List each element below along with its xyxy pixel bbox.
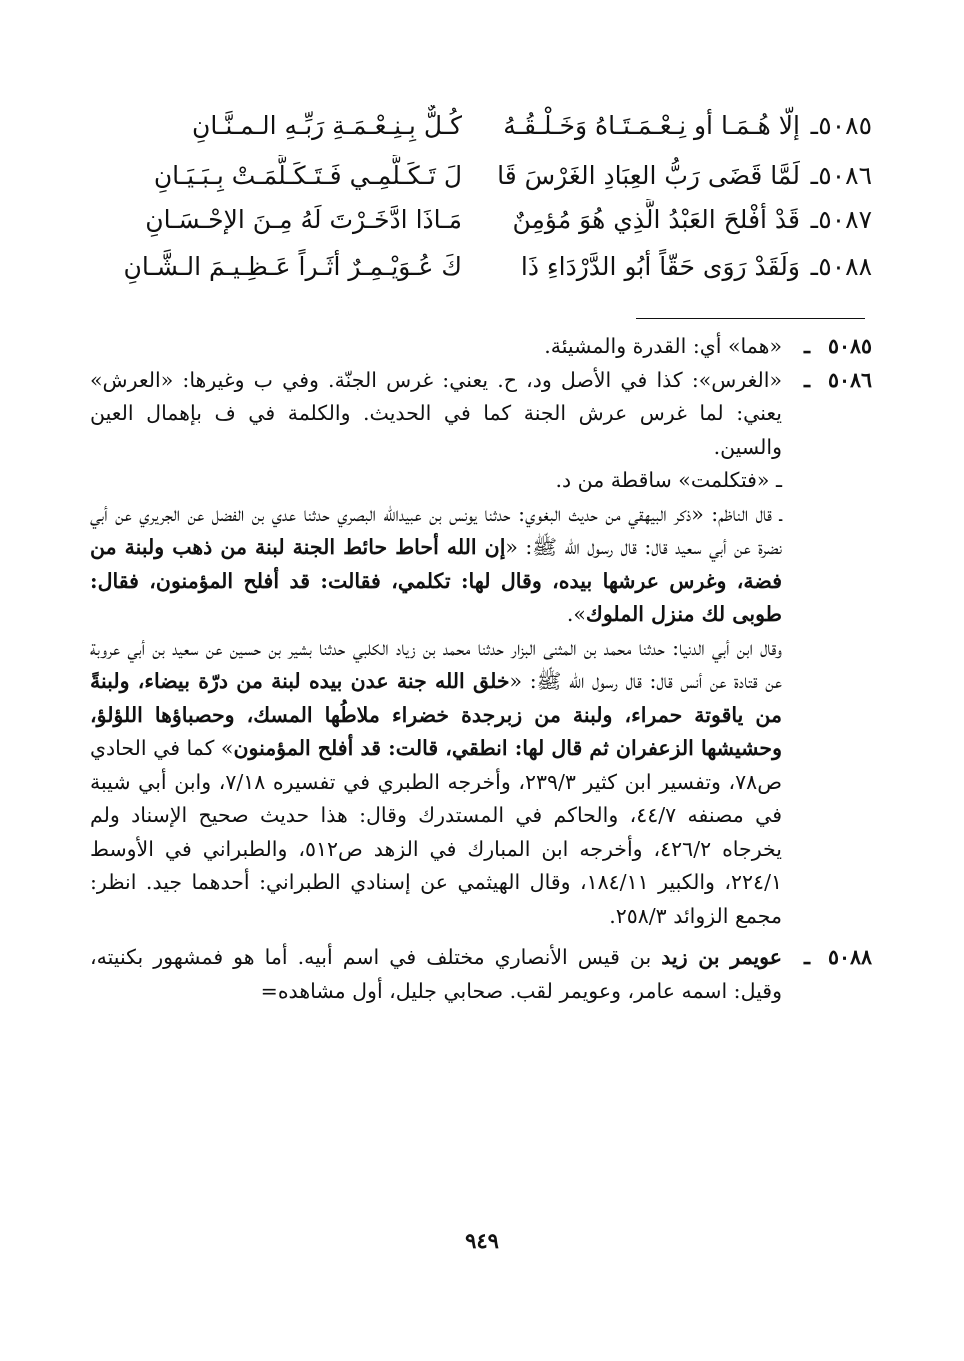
verse-5085 bbox=[90, 105, 872, 147]
footnotes bbox=[90, 330, 872, 1008]
verse-first-hemistich: قَدْ أفْلحَ العَبْدُ الَّذِي هُوَ مُؤمِنٌ bbox=[512, 205, 800, 234]
verse-number: ٥٠٨٨ bbox=[818, 252, 872, 281]
verse-5087 bbox=[90, 199, 872, 241]
footnote-text: «هما» أي: القدرة والمشيئة. bbox=[544, 334, 782, 358]
verse-number: ٥٠٨٧ bbox=[818, 205, 872, 234]
verse-dash: ـ bbox=[810, 252, 818, 281]
person-name: عويمر بن زيد bbox=[661, 945, 782, 969]
footnote-5085 bbox=[90, 330, 872, 364]
verse-second-hemistich: مَـاذَا ادَّخَـرْتَ لَهُ مِـنَ الإحْـسَـانِ bbox=[145, 205, 462, 234]
footnote-paragraph: ـ «فتكلمت» ساقطة من د. bbox=[555, 468, 782, 492]
footnote-paragraph bbox=[90, 941, 782, 1008]
footnote-text: بن قيس الأنصاري مختلف في اسم أبيه. أما هو فمشهور بكنيته، وقيل: اسمه عامر، وعويمر لقب. صحابي جليل، أول مشاهده= bbox=[90, 945, 782, 1003]
footnote-dash: ـ bbox=[803, 334, 810, 358]
footnote-5086 bbox=[90, 364, 872, 934]
footnote-number: ٥٠٨٦ bbox=[827, 367, 872, 392]
verse-5086 bbox=[90, 155, 872, 197]
verse-second-hemistich: كَ عُـوَيْـمِـرٌ أثَـراً عَـظِـيـمَ الـشَّـانِ bbox=[123, 252, 462, 281]
verse-5088 bbox=[90, 246, 872, 288]
verse-first-hemistich: إلّا هُـمَـا أو نِـعْـمَـتَـاهُ وَخَـلْـقُـهُ bbox=[503, 111, 800, 140]
footnote-text: وقال ابن أبي الدنيا: حدثنا محمد بن المثنى البزار حدثنا محمد بن زياد الكلبي حدثنا بشير بن حسين عن سعيد بن أبي عروبة عن قتادة عن أنس قال: قال رسول الله ﷺ: « bbox=[90, 635, 782, 693]
verse-number: ٥٠٨٦ bbox=[818, 161, 872, 190]
verse-number: ٥٠٨٥ bbox=[818, 111, 872, 140]
footnote-text: » كما في الحادي ص٧٨، وتفسير ابن كثير ٢٣٩/٣، وأخرجه الطبري في تفسيره ٧/١٨، وابن أبي شيبة في مصنفه ٤٤/٧، والحاكم في المستدرك وقال: هذا حديث صحيح الإسناد ولم يخرجاه ٤٢٦/٢، وأخرجه ابن المبارك في الزهد ص٥١٢، والطبراني في الأوسط ٢٢٤/١، والكبير ١٨٤/١١، وقال الهيثمي عن إسنادي الطبراني: أحدهما جيد. انظر: مجمع الزوائد ٢٥٨/٣. bbox=[90, 736, 782, 928]
verse-dash: ـ bbox=[810, 205, 818, 234]
verse-second-hemistich: لَ تَـكَـلَّمِـي فَـتَـكَـلَّمَـتْ بِـبَـيَـانِ bbox=[153, 161, 462, 190]
footnote-dash: ـ bbox=[803, 367, 810, 392]
verse-dash: ـ bbox=[810, 111, 818, 140]
footnote-separator bbox=[636, 318, 865, 319]
footnote-text: ـ قال الناظم: «ذكر البيهقي من حديث البغوي: حدثنا يونس بن عبيدالله البصري حدثنا عدي بن الفضل عن الجريري عن أبي نضرة عن أبي سعيد قال: قال رسول الله ﷺ: « bbox=[90, 501, 782, 559]
footnote-number: ٥٠٨٥ bbox=[827, 334, 872, 358]
footnote-paragraph: «الغرس»: كذا في الأصل ود، ح. يعني: غرس الجنّة. وفي ب وغيرها: «العرش» يعني: لما غرس عرش الجنة كما في الحديث. والكلمة في ف بإهمال العين والسين. bbox=[90, 367, 782, 459]
verse-second-hemistich: كُـلٌّ بِـنِـعْـمَـةِ رَبِّـهِ الـمـنَّـانِ bbox=[192, 111, 462, 140]
hadith-text: إن الله أحاط حائط الجنة لبنة من ذهب ولبنة من فضة، وغرس عرشها بيده، وقال لها: تكلمي، فقالت: قد أفلح المؤمنون، فقال: طوبى لك منزل الملوك bbox=[90, 535, 782, 626]
page-number: ٩٤٩ bbox=[465, 1228, 499, 1253]
footnote-number: ٥٠٨٨ bbox=[827, 945, 872, 969]
footnote-text: ». bbox=[566, 602, 586, 626]
footnote-paragraph bbox=[90, 632, 782, 934]
footnote-dash: ـ bbox=[803, 945, 810, 969]
footnote-5088 bbox=[90, 941, 872, 1008]
verse-dash: ـ bbox=[810, 161, 818, 190]
verse-first-hemistich: لَمَّا قَضَى رَبُّ العِبَادِ الغَرْسَ قَا bbox=[497, 161, 800, 190]
verse-first-hemistich: وَلَقَدْ رَوَى حَقّاً أبُو الدَّرْدَاءِ ذَا bbox=[520, 252, 800, 281]
hadith-text: خلق الله جنة عدن بيده لبنة من درّة بيضاء، ولبنةً من ياقوتة حمراء، ولبنة من زبرجدة خضراء ملاطُها المسك، وحصباؤها اللؤلؤ، وحشيشها الزعفران ثم قال لها: انطقي، قالت: قد أفلح المؤمنون bbox=[90, 669, 783, 760]
footnote-paragraph bbox=[90, 498, 782, 632]
